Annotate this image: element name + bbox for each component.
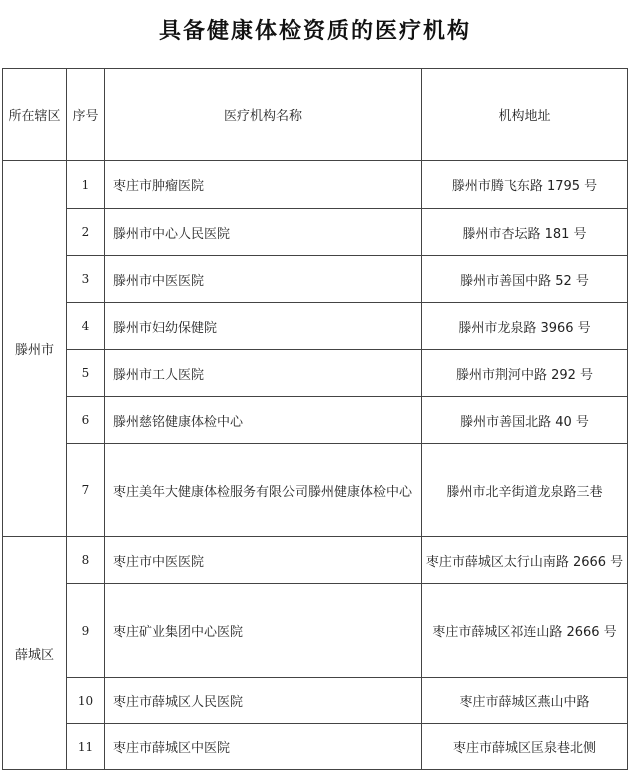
institution-name: 枣庄市薛城区中医院 xyxy=(105,724,422,770)
header-name: 医疗机构名称 xyxy=(105,69,422,161)
institution-name: 枣庄矿业集团中心医院 xyxy=(105,584,422,678)
table-header-row xyxy=(3,69,628,161)
row-index: 7 xyxy=(67,444,105,537)
row-index: 6 xyxy=(67,397,105,444)
table-row xyxy=(3,350,628,397)
header-region: 所在辖区 xyxy=(3,69,67,161)
row-index: 3 xyxy=(67,256,105,303)
institution-address: 枣庄市薛城区祁连山路 2666 号 xyxy=(422,584,628,678)
table-row xyxy=(3,537,628,584)
institution-address: 枣庄市薛城区燕山中路 xyxy=(422,678,628,724)
institution-name: 滕州市妇幼保健院 xyxy=(105,303,422,350)
institution-address: 滕州市腾飞东路 1795 号 xyxy=(422,161,628,209)
institution-address: 滕州市龙泉路 3966 号 xyxy=(422,303,628,350)
header-index: 序号 xyxy=(67,69,105,161)
row-index: 8 xyxy=(67,537,105,584)
institution-address: 枣庄市薛城区太行山南路 2666 号 xyxy=(422,537,628,584)
institution-name: 枣庄美年大健康体检服务有限公司滕州健康体检中心 xyxy=(105,444,422,537)
table-row xyxy=(3,256,628,303)
region-cell: 滕州市 xyxy=(3,161,67,537)
institutions-table xyxy=(2,68,628,770)
table-row xyxy=(3,678,628,724)
table-row xyxy=(3,209,628,256)
institution-name: 滕州慈铭健康体检中心 xyxy=(105,397,422,444)
region-cell: 薛城区 xyxy=(3,537,67,770)
row-index: 1 xyxy=(67,161,105,209)
institution-name: 滕州市中医医院 xyxy=(105,256,422,303)
table-row xyxy=(3,397,628,444)
table-row xyxy=(3,303,628,350)
row-index: 4 xyxy=(67,303,105,350)
row-index: 9 xyxy=(67,584,105,678)
institution-address: 枣庄市薛城区匡泉巷北侧 xyxy=(422,724,628,770)
institution-address: 滕州市善国中路 52 号 xyxy=(422,256,628,303)
row-index: 10 xyxy=(67,678,105,724)
institution-address: 滕州市北辛街道龙泉路三巷 xyxy=(422,444,628,537)
table-row xyxy=(3,161,628,209)
institution-name: 滕州市中心人民医院 xyxy=(105,209,422,256)
institution-name: 枣庄市薛城区人民医院 xyxy=(105,678,422,724)
row-index: 11 xyxy=(67,724,105,770)
institution-address: 滕州市荆河中路 292 号 xyxy=(422,350,628,397)
table-row xyxy=(3,724,628,770)
page-title: 具备健康体检资质的医疗机构 xyxy=(158,19,471,44)
institution-address: 滕州市杏坛路 181 号 xyxy=(422,209,628,256)
institution-address: 滕州市善国北路 40 号 xyxy=(422,397,628,444)
row-index: 2 xyxy=(67,209,105,256)
institution-name: 枣庄市肿瘤医院 xyxy=(105,161,422,209)
table-row xyxy=(3,444,628,537)
institution-name: 枣庄市中医医院 xyxy=(105,537,422,584)
row-index: 5 xyxy=(67,350,105,397)
institution-name: 滕州市工人医院 xyxy=(105,350,422,397)
table-row xyxy=(3,584,628,678)
header-address: 机构地址 xyxy=(422,69,628,161)
